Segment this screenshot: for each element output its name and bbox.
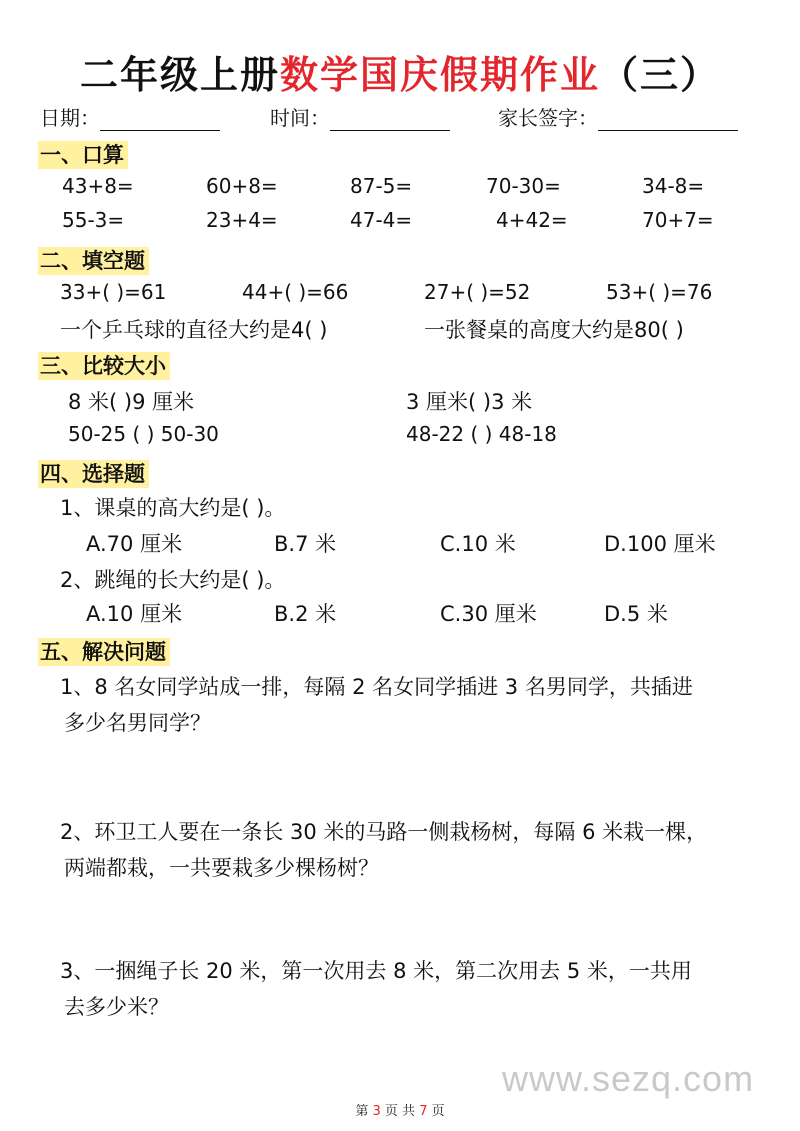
parent-signature-blank[interactable] — [598, 108, 738, 131]
choice-option: A.10 厘米 — [86, 602, 183, 626]
parent-signature-field — [498, 102, 738, 131]
oral-item: 70+7= — [642, 208, 714, 232]
section-compare-size: 三、比较大小 — [38, 348, 176, 382]
footer-total-pages: 7 — [419, 1104, 428, 1119]
footer-suffix: 页 — [431, 1104, 445, 1119]
fill-item: 44+( )=66 — [242, 280, 349, 304]
compare-item: 48-22 ( ) 48-18 — [406, 422, 557, 446]
choice-option: D.5 米 — [604, 602, 668, 626]
footer-page-number: 3 — [372, 1104, 381, 1119]
page-title — [0, 44, 800, 99]
page-footer — [0, 1100, 800, 1119]
choice-option: A.70 厘米 — [86, 532, 183, 556]
oral-item: 34-8= — [642, 174, 705, 198]
fill-item: 27+( )=52 — [424, 280, 531, 304]
fill-item: 33+( )=61 — [60, 280, 167, 304]
oral-item: 60+8= — [206, 174, 278, 198]
oral-item: 23+4= — [206, 208, 278, 232]
fill-question-ball: 一个乒乓球的直径大约是4( ) — [60, 318, 328, 342]
date-field — [40, 102, 220, 131]
choice-option: B.2 米 — [274, 602, 337, 626]
oral-item: 55-3= — [62, 208, 125, 232]
oral-item: 4+42= — [496, 208, 568, 232]
section-oral-calculation: 一、口算 — [38, 137, 134, 171]
choice-question-2: 2、跳绳的长大约是( )。 — [60, 568, 286, 592]
problem-2-line-1: 2、环卫工人要在一条长 30 米的马路一侧栽杨树，每隔 6 米栽一棵， — [60, 820, 708, 844]
fill-item: 53+( )=76 — [606, 280, 713, 304]
fill-question-table: 一张餐桌的高度大约是80( ) — [424, 318, 684, 342]
footer-middle: 页 共 — [384, 1104, 416, 1119]
compare-item: 8 米( )9 厘米 — [68, 390, 195, 414]
oral-item: 70-30= — [486, 174, 561, 198]
watermark: www.sezq.com — [502, 1058, 755, 1099]
parent-signature-label: 家长签字： — [498, 106, 598, 130]
choice-option: B.7 米 — [274, 532, 337, 556]
problem-3-line-2: 去多少米？ — [64, 995, 169, 1019]
footer-prefix: 第 — [355, 1104, 369, 1119]
problem-1-line-1: 1、8 名女同学站成一排，每隔 2 名女同学插进 3 名男同学，共插进 — [60, 675, 693, 699]
time-label: 时间： — [270, 106, 330, 130]
date-blank[interactable] — [100, 108, 220, 131]
time-blank[interactable] — [330, 108, 450, 131]
title-grade: 二年级上册 — [79, 53, 280, 97]
title-subject: 数学国庆假期作业 — [279, 53, 600, 97]
section-word-problems: 五、解决问题 — [38, 634, 176, 668]
section-fill-in-blanks: 二、填空题 — [38, 243, 155, 277]
choice-option: C.10 米 — [440, 532, 516, 556]
choice-option: C.30 厘米 — [440, 602, 537, 626]
problem-1-line-2: 多少名男同学？ — [64, 711, 211, 735]
choice-option: D.100 厘米 — [604, 532, 716, 556]
problem-2-line-2: 两端都栽，一共要栽多少棵杨树？ — [64, 856, 379, 880]
oral-item: 87-5= — [350, 174, 413, 198]
oral-item: 43+8= — [62, 174, 134, 198]
date-label: 日期： — [40, 106, 100, 130]
choice-question-1: 1、课桌的高大约是( )。 — [60, 496, 286, 520]
compare-item: 50-25 ( ) 50-30 — [68, 422, 219, 446]
title-suffix: （三） — [600, 53, 721, 97]
oral-item: 47-4= — [350, 208, 413, 232]
compare-item: 3 厘米( )3 米 — [406, 390, 533, 414]
section-multiple-choice: 四、选择题 — [38, 456, 155, 490]
time-field — [270, 102, 450, 131]
problem-3-line-1: 3、一捆绳子长 20 米，第一次用去 8 米，第二次用去 5 米，一共用 — [60, 959, 692, 983]
